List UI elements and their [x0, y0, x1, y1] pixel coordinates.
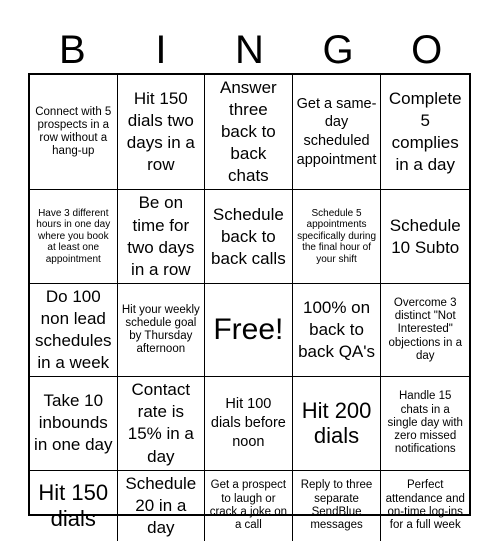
bingo-cell[interactable]: Have 3 different hours in one day where you book at least one appointment — [30, 190, 118, 283]
bingo-cell[interactable]: Take 10 inbounds in one day — [30, 377, 118, 470]
bingo-free-cell[interactable]: Free! — [205, 284, 293, 377]
bingo-cell[interactable]: Do 100 non lead schedules in a week — [30, 284, 118, 377]
header-letter-i: I — [155, 28, 167, 72]
bingo-cell[interactable]: Get a prospect to laugh or crack a joke on a call — [205, 471, 293, 541]
bingo-cell[interactable]: 100% on back to back QA's — [293, 284, 382, 377]
bingo-cell[interactable]: Schedule 10 Subto — [381, 190, 469, 283]
bingo-cell[interactable]: Contact rate is 15% in a day — [118, 377, 206, 470]
header-letter-o: O — [411, 28, 443, 72]
bingo-cell[interactable]: Connect with 5 prospects in a row without a hang-up — [30, 75, 118, 190]
bingo-cell[interactable]: Reply to three separate SendBlue messages — [293, 471, 382, 541]
bingo-cell[interactable]: Hit 150 dials — [30, 471, 118, 541]
bingo-cell[interactable]: Hit 150 dials two days in a row — [118, 75, 206, 190]
bingo-cell[interactable]: Hit your weekly schedule goal by Thursday afternoon — [118, 284, 206, 377]
bingo-cell[interactable]: Handle 15 chats in a single day with zero missed notifications — [381, 377, 469, 470]
bingo-cell[interactable]: Hit 100 dials before noon — [205, 377, 293, 470]
bingo-cell[interactable]: Perfect attendance and on-time log-ins for a full week — [385, 479, 465, 531]
bingo-cell[interactable]: Be on time for two days in a row — [118, 190, 206, 283]
header-letter-b: B — [58, 28, 86, 72]
bingo-cell[interactable]: Answer three back to back chats — [205, 75, 293, 190]
header-letter-g: G — [322, 28, 354, 72]
bingo-cell[interactable]: Overcome 3 distinct "Not Interested" objections in a day — [381, 284, 469, 377]
bingo-cell[interactable]: Hit 200 dials — [293, 377, 382, 470]
bingo-cell[interactable]: Schedule 5 appointments specifically during the final hour of your shift — [293, 190, 382, 283]
bingo-cell[interactable]: Schedule 20 in a day — [118, 471, 206, 541]
bingo-cell[interactable]: Get a same-day scheduled appointment — [293, 75, 382, 190]
header-letter-n: N — [235, 28, 264, 72]
bingo-cell[interactable]: Schedule back to back calls — [205, 190, 293, 283]
bingo-cell[interactable]: Complete 5 complies in a day — [381, 75, 469, 190]
bingo-board — [28, 73, 471, 537]
bingo-header — [28, 28, 471, 72]
